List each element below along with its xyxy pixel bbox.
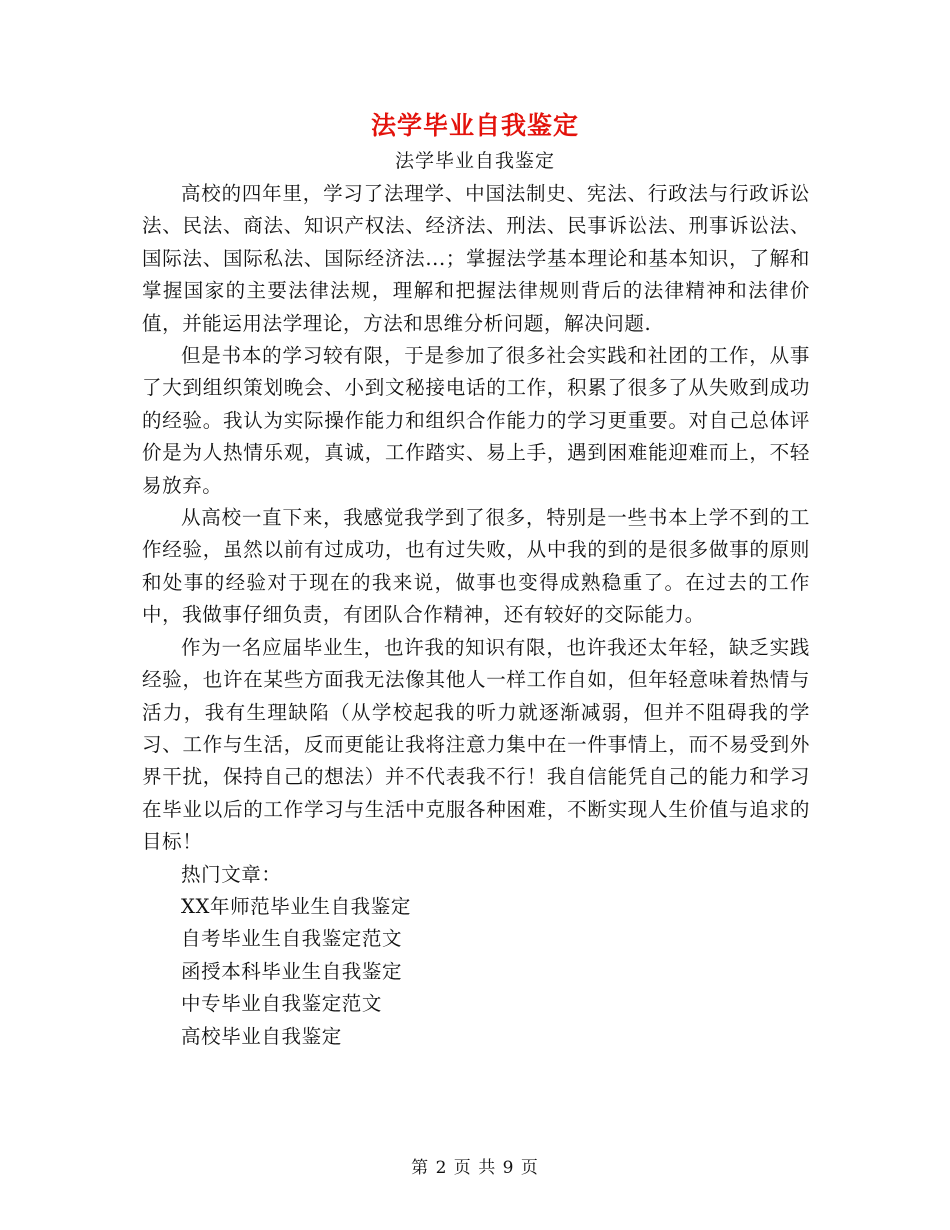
paragraph-outlook: 作为一名应届毕业生，也许我的知识有限，也许我还太年轻，缺乏实践经验，也许在某些方面我无法像其他人一样工作自如，但年轻意味着热情与活力，我有生理缺陷（从学校起我的听力就逐渐减弱，但并不阻碍我的学习、工作与生活，反而更能让我将注意力集中在一件事情上，而不易受到外界干扰，保持自己的想法）并不代表我不行！我自信能凭自己的能力和学习在毕业以后的工作学习与生活中克服各种困难，不断实现人生价值与追求的目标！ (142, 635, 810, 854)
hot-articles-label: 热门文章： (181, 862, 282, 886)
document-title: 法学毕业自我鉴定 (370, 111, 579, 140)
hot-articles-list (142, 891, 810, 1053)
hot-article-link[interactable]: 高校毕业自我鉴定 (181, 1024, 342, 1048)
paragraph-study: 高校的四年里，学习了法理学、中国法制史、宪法、行政法与行政诉讼法、民法、商法、知识产权法、经济法、刑法、民事诉讼法、刑事诉讼法、国际法、国际私法、国际经济法...；掌握法学基本理论和基本知识，了解和掌握国家的主要法律法规，理解和把握法律规则背后的法律精神和法律价值，并能运用法学理论，方法和思维分析问题，解决问题. (142, 182, 810, 335)
document-subtitle: 法学毕业自我鉴定 (394, 150, 555, 172)
hot-article-link[interactable]: 函授本科毕业生自我鉴定 (181, 959, 403, 983)
hot-article-link[interactable]: 中专毕业自我鉴定范文 (181, 992, 383, 1016)
document-body (142, 178, 810, 1053)
page-number-footer: 第 2 页 共 9 页 (411, 1158, 539, 1178)
paragraph-experience: 从高校一直下来，我感觉我学到了很多，特别是一些书本上学不到的工作经验，虽然以前有过成功，也有过失败，从中我的到的是很多做事的原则和处事的经验对于现在的我来说，做事也变得成熟稳重了。在过去的工作中，我做事仔细负责，有团队合作精神，还有较好的交际能力。 (142, 506, 810, 627)
hot-article-link[interactable]: 自考毕业生自我鉴定范文 (181, 927, 403, 951)
paragraph-practice: 但是书本的学习较有限，于是参加了很多社会实践和社团的工作，从事了大到组织策划晚会、小到文秘接电话的工作，积累了很多了从失败到成功的经验。我认为实际操作能力和组织合作能力的学习更重要。对自己总体评价是为人热情乐观，真诚，工作踏实、易上手，遇到困难能迎难而上，不轻易放弃。 (142, 344, 810, 497)
hot-article-link[interactable]: XX年师范毕业生自我鉴定 (181, 894, 411, 918)
